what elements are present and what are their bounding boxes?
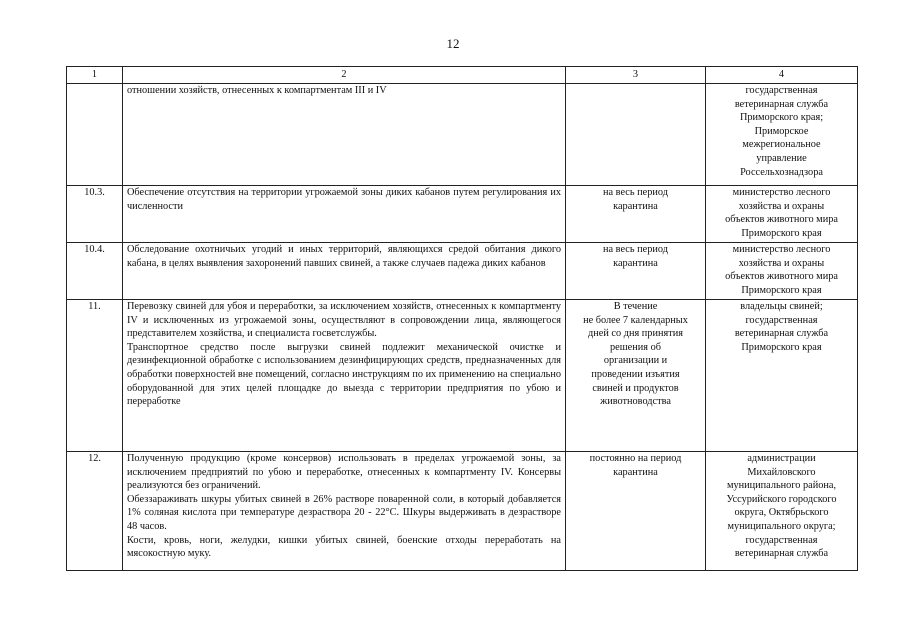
measure-description xyxy=(123,300,566,452)
measure-responsible: министерство лесного хозяйства и охраны объектов животного мира Приморского края xyxy=(706,243,858,300)
row-number xyxy=(67,84,123,186)
description-paragraph: Полученную продукцию (кроме консервов) использовать в пределах угрожаемой зоны, за исключением предприятий по убою и переработке, отнесенных к компартменту IV. Консервы реализуются без ограничений. xyxy=(127,453,561,492)
column-header: 3 xyxy=(566,67,706,84)
measure-term: на весь период карантина xyxy=(566,243,706,300)
page-number: 12 xyxy=(446,36,460,51)
description-paragraph: Обследование охотничьих угодий и иных территорий, являющихся средой обитания дикого кабана, в целях выявления захоронений павших свиней, а также случаев падежа диких кабанов xyxy=(127,244,561,269)
measure-description xyxy=(123,243,566,300)
row-number: 11. xyxy=(67,300,123,452)
measure-description xyxy=(123,84,566,186)
measure-term xyxy=(566,84,706,186)
column-header: 4 xyxy=(706,67,858,84)
column-header: 2 xyxy=(123,67,566,84)
measure-responsible: администрации Михайловского муниципального района, Уссурийского городского округа, Октябрьского муниципального округа; государственная ветеринарная служба xyxy=(706,452,858,571)
row-number: 10.3. xyxy=(67,186,123,243)
table-row xyxy=(67,300,858,452)
measure-term: постоянно на период карантина xyxy=(566,452,706,571)
row-number: 12. xyxy=(67,452,123,571)
description-paragraph: Транспортное средство после выгрузки свиней подлежит механической очистке и дезинфекционной обработке с использованием дезинфицирующих средств, предназначенных для обработки поверхностей вне помещений, согласно инструкциям по их применению на специально оборудованной для этих целей площадке до выезда с территории предприятия по убою и переработке xyxy=(127,341,561,408)
measure-responsible: государственная ветеринарная служба Приморского края; Приморское межрегиональное управление Россельхознадзора xyxy=(706,84,858,186)
table-header-row xyxy=(67,67,858,84)
measure-term: В течение не более 7 календарных дней со дня принятия решения об организации и проведении изъятия свиней и продуктов животноводства xyxy=(566,300,706,452)
description-paragraph: Кости, кровь, ноги, желудки, кишки убитых свиней, боенские отходы переработать на мясокостную муку. xyxy=(127,534,561,560)
column-header: 1 xyxy=(67,67,123,84)
description-paragraph: отношении хозяйств, отнесенных к компартментам III и IV xyxy=(127,85,387,96)
measure-description xyxy=(123,452,566,571)
table-row xyxy=(67,84,858,186)
description-paragraph: Перевозку свиней для убоя и переработки, за исключением хозяйств, отнесенных к компартменту IV и исключенных из угрожаемой зоны, осуществляют в сопровождении лица, являющегося представителем хозяйства, и специалиста госветслужбы. xyxy=(127,301,561,340)
table-row xyxy=(67,243,858,300)
description-paragraph: Обеззараживать шкуры убитых свиней в 26% растворе поваренной соли, в который добавляется 1% соляная кислота при температуре дезраствора 20 - 22°C. Шкуры выдерживать в дезрастворе 48 часов. xyxy=(127,493,561,532)
description-paragraph: Обеспечение отсутствия на территории угрожаемой зоны диких кабанов путем регулирования их численности xyxy=(127,187,561,212)
table-row xyxy=(67,452,858,571)
table-row xyxy=(67,186,858,243)
measure-responsible: министерство лесного хозяйства и охраны объектов животного мира Приморского края xyxy=(706,186,858,243)
measures-table xyxy=(66,66,858,571)
measure-term: на весь период карантина xyxy=(566,186,706,243)
measure-description xyxy=(123,186,566,243)
row-number: 10.4. xyxy=(67,243,123,300)
measure-responsible: владельцы свиней; государственная ветеринарная служба Приморского края xyxy=(706,300,858,452)
